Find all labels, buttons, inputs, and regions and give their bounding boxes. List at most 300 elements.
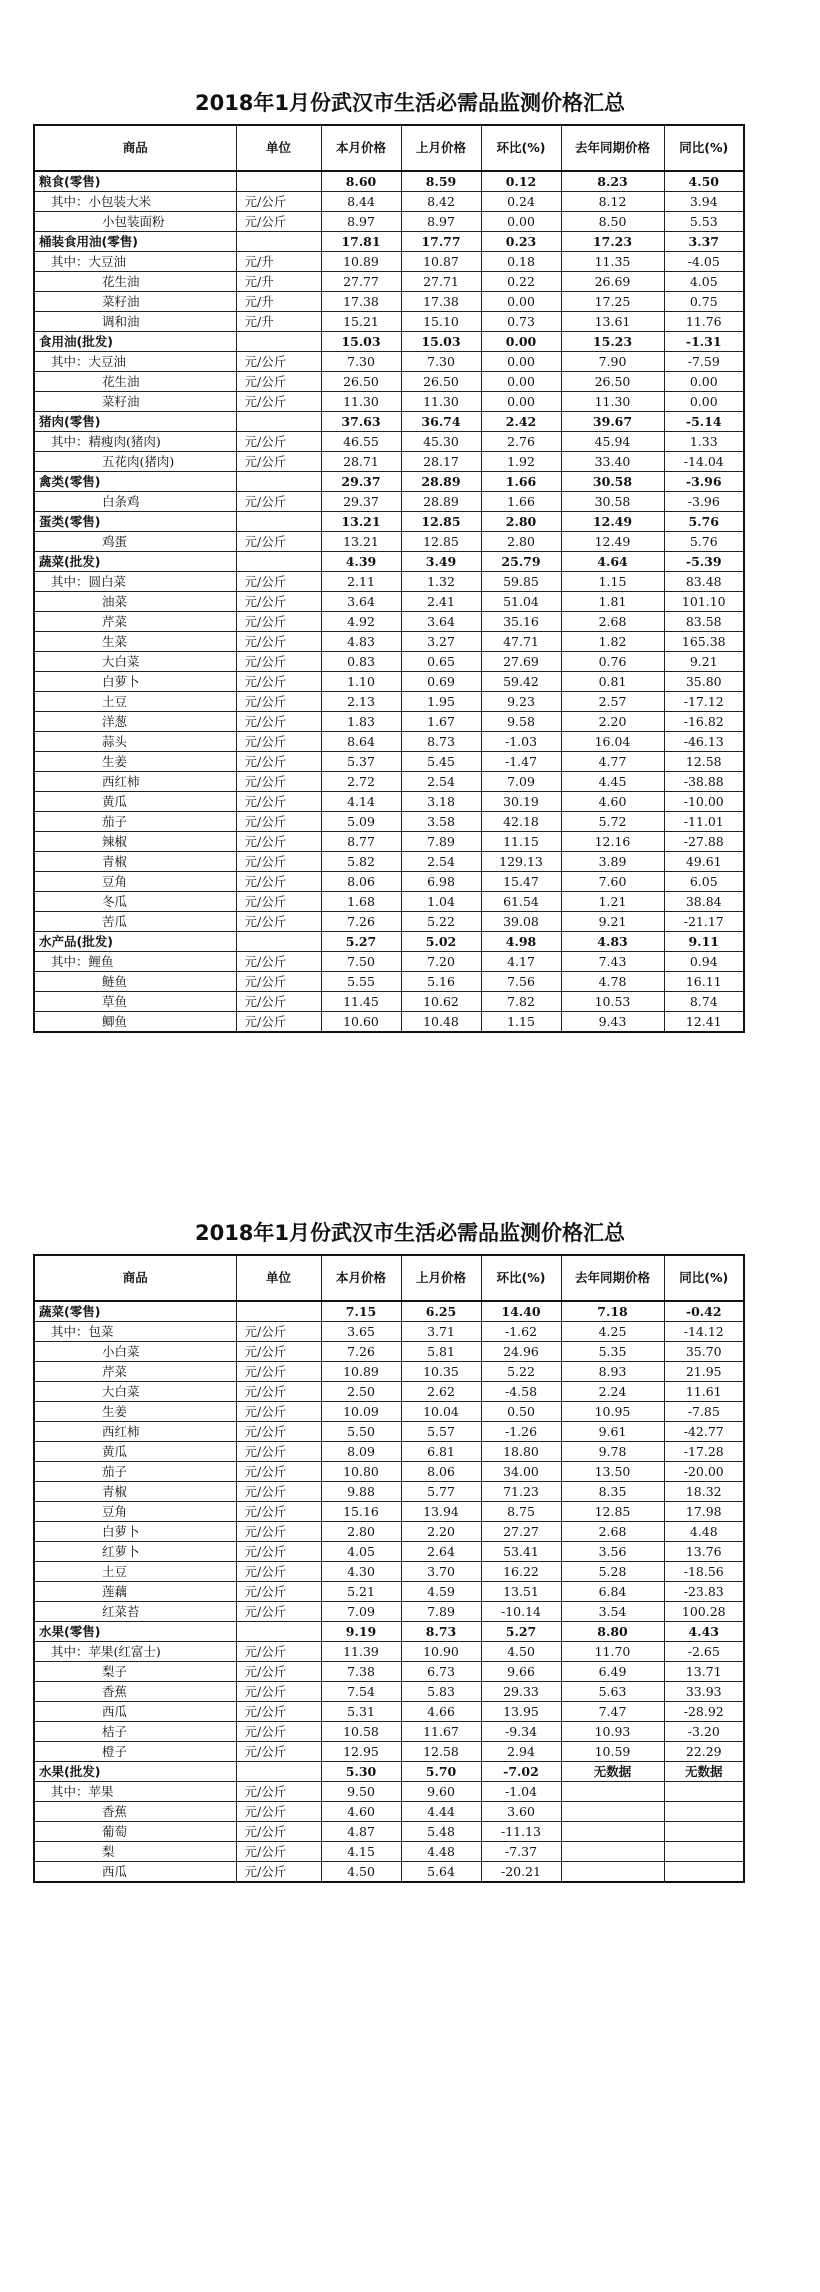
item-name: 花生油 <box>102 373 140 389</box>
item-name-cell <box>34 1502 236 1522</box>
item-name-cell <box>34 1582 236 1602</box>
unit-cell: 元/公斤 <box>236 892 321 912</box>
last-year-price-cell: 33.40 <box>561 452 664 472</box>
current-price-cell: 4.14 <box>321 792 401 812</box>
item-row <box>34 1742 744 1762</box>
unit-cell: 元/公斤 <box>236 212 321 232</box>
current-price-cell: 4.30 <box>321 1562 401 1582</box>
mom-cell: 2.80 <box>481 532 561 552</box>
yoy-cell: 8.74 <box>664 992 744 1012</box>
header-last-year-price: 去年同期价格 <box>561 125 664 171</box>
item-row <box>34 1342 744 1362</box>
mom-cell: -7.02 <box>481 1762 561 1782</box>
mom-cell: -1.62 <box>481 1322 561 1342</box>
mom-cell: 13.95 <box>481 1702 561 1722</box>
item-name: 食用油(批发) <box>39 333 113 349</box>
last-year-price-cell: 39.67 <box>561 412 664 432</box>
last-month-price-cell: 1.67 <box>401 712 481 732</box>
last-month-price-cell: 4.48 <box>401 1842 481 1862</box>
yoy-cell: -27.88 <box>664 832 744 852</box>
last-month-price-cell: 2.41 <box>401 592 481 612</box>
header-mom: 环比(%) <box>481 1255 561 1301</box>
mom-cell: -1.03 <box>481 732 561 752</box>
price-table-2 <box>33 1254 745 1883</box>
unit-cell: 元/升 <box>236 272 321 292</box>
item-name-cell <box>34 972 236 992</box>
unit-cell: 元/公斤 <box>236 572 321 592</box>
last-year-price-cell: 2.57 <box>561 692 664 712</box>
unit-cell: 元/公斤 <box>236 1602 321 1622</box>
yoy-cell: -21.17 <box>664 912 744 932</box>
prefix-label: 其中： <box>51 253 89 269</box>
last-year-price-cell: 10.59 <box>561 1742 664 1762</box>
last-year-price-cell: 15.23 <box>561 332 664 352</box>
yoy-cell: 4.48 <box>664 1522 744 1542</box>
item-name-cell <box>34 312 236 332</box>
prefix-label: 其中： <box>51 953 89 969</box>
current-price-cell: 17.38 <box>321 292 401 312</box>
last-year-price-cell: 8.50 <box>561 212 664 232</box>
last-year-price-cell: 9.43 <box>561 1012 664 1033</box>
unit-cell: 元/升 <box>236 312 321 332</box>
item-name-cell <box>34 1842 236 1862</box>
last-year-price-cell: 4.64 <box>561 552 664 572</box>
item-row <box>34 452 744 472</box>
mom-cell: 0.00 <box>481 332 561 352</box>
last-year-price-cell: 4.25 <box>561 1322 664 1342</box>
category-name-cell <box>34 332 236 352</box>
last-year-price-cell: 1.15 <box>561 572 664 592</box>
category-row <box>34 232 744 252</box>
item-name-cell <box>34 252 236 272</box>
current-price-cell: 8.09 <box>321 1442 401 1462</box>
yoy-cell: 83.48 <box>664 572 744 592</box>
unit-cell: 元/公斤 <box>236 1722 321 1742</box>
current-price-cell: 5.37 <box>321 752 401 772</box>
current-price-cell: 15.21 <box>321 312 401 332</box>
unit-cell: 元/公斤 <box>236 1682 321 1702</box>
unit-cell: 元/公斤 <box>236 1502 321 1522</box>
item-row <box>34 692 744 712</box>
unit-cell: 元/公斤 <box>236 452 321 472</box>
yoy-cell: 35.70 <box>664 1342 744 1362</box>
item-row <box>34 612 744 632</box>
item-row <box>34 1322 744 1342</box>
item-name: 蛋类(零售) <box>39 513 101 529</box>
current-price-cell: 5.82 <box>321 852 401 872</box>
unit-cell: 元/公斤 <box>236 772 321 792</box>
category-name-cell <box>34 171 236 192</box>
category-name-cell <box>34 932 236 952</box>
item-name: 梨子 <box>102 1663 128 1679</box>
unit-cell: 元/公斤 <box>236 1802 321 1822</box>
item-name-cell <box>34 792 236 812</box>
item-name-cell <box>34 1782 236 1802</box>
item-row <box>34 352 744 372</box>
last-year-price-cell: 10.53 <box>561 992 664 1012</box>
current-price-cell: 8.64 <box>321 732 401 752</box>
item-row <box>34 972 744 992</box>
current-price-cell: 5.21 <box>321 1582 401 1602</box>
mom-cell: 4.17 <box>481 952 561 972</box>
item-name: 精瘦肉(猪肉) <box>88 433 161 449</box>
current-price-cell: 4.92 <box>321 612 401 632</box>
last-month-price-cell: 17.38 <box>401 292 481 312</box>
item-name: 鲢鱼 <box>102 973 128 989</box>
current-price-cell: 13.21 <box>321 532 401 552</box>
current-price-cell: 11.45 <box>321 992 401 1012</box>
item-row <box>34 1582 744 1602</box>
item-name: 花生油 <box>102 273 140 289</box>
item-name: 猪肉(零售) <box>39 413 101 429</box>
mom-cell: -10.14 <box>481 1602 561 1622</box>
category-row <box>34 1762 744 1782</box>
item-name-cell <box>34 1742 236 1762</box>
yoy-cell: -46.13 <box>664 732 744 752</box>
item-row <box>34 1822 744 1842</box>
mom-cell: 9.66 <box>481 1662 561 1682</box>
last-year-price-cell: 0.76 <box>561 652 664 672</box>
category-name-cell <box>34 1762 236 1782</box>
yoy-cell: 9.11 <box>664 932 744 952</box>
last-year-price-cell: 13.61 <box>561 312 664 332</box>
item-row <box>34 1012 744 1033</box>
yoy-cell: 5.76 <box>664 532 744 552</box>
item-row <box>34 1462 744 1482</box>
mom-cell: 0.50 <box>481 1402 561 1422</box>
mom-cell: 18.80 <box>481 1442 561 1462</box>
item-name: 大白菜 <box>102 653 140 669</box>
mom-cell: -1.47 <box>481 752 561 772</box>
mom-cell: 7.82 <box>481 992 561 1012</box>
last-month-price-cell: 5.70 <box>401 1762 481 1782</box>
mom-cell: 3.60 <box>481 1802 561 1822</box>
last-year-price-cell: 7.47 <box>561 1702 664 1722</box>
item-row <box>34 872 744 892</box>
last-year-price-cell: 30.58 <box>561 472 664 492</box>
last-year-price-cell: 26.50 <box>561 372 664 392</box>
last-year-price-cell: 8.80 <box>561 1622 664 1642</box>
last-month-price-cell: 5.48 <box>401 1822 481 1842</box>
item-name-cell <box>34 652 236 672</box>
last-month-price-cell: 3.18 <box>401 792 481 812</box>
last-month-price-cell: 2.20 <box>401 1522 481 1542</box>
yoy-cell: -0.42 <box>664 1301 744 1322</box>
mom-cell: 8.75 <box>481 1502 561 1522</box>
current-price-cell: 3.65 <box>321 1322 401 1342</box>
item-row <box>34 272 744 292</box>
last-year-price-cell: 10.95 <box>561 1402 664 1422</box>
item-row <box>34 572 744 592</box>
mom-cell: 2.42 <box>481 412 561 432</box>
item-row <box>34 252 744 272</box>
yoy-cell: 13.76 <box>664 1542 744 1562</box>
last-month-price-cell: 2.54 <box>401 772 481 792</box>
item-name: 粮食(零售) <box>39 173 101 189</box>
item-name: 苦瓜 <box>102 913 128 929</box>
mom-cell: 34.00 <box>481 1462 561 1482</box>
unit-cell: 元/公斤 <box>236 672 321 692</box>
last-month-price-cell: 3.71 <box>401 1322 481 1342</box>
current-price-cell: 15.16 <box>321 1502 401 1522</box>
mom-cell: 4.98 <box>481 932 561 952</box>
last-year-price-cell: 1.21 <box>561 892 664 912</box>
yoy-cell: 5.53 <box>664 212 744 232</box>
unit-cell: 元/公斤 <box>236 1842 321 1862</box>
last-year-price-cell: 4.77 <box>561 752 664 772</box>
item-name: 梨 <box>102 1843 115 1859</box>
item-row <box>34 1382 744 1402</box>
item-name-cell <box>34 872 236 892</box>
last-month-price-cell: 5.64 <box>401 1862 481 1883</box>
current-price-cell: 7.09 <box>321 1602 401 1622</box>
last-month-price-cell: 28.89 <box>401 492 481 512</box>
last-year-price-cell: 30.58 <box>561 492 664 512</box>
header-unit: 单位 <box>236 1255 321 1301</box>
current-price-cell: 26.50 <box>321 372 401 392</box>
item-name: 五花肉(猪肉) <box>102 453 175 469</box>
last-month-price-cell: 6.81 <box>401 1442 481 1462</box>
item-name: 鲤鱼 <box>88 953 114 969</box>
last-year-price-cell: 10.93 <box>561 1722 664 1742</box>
current-price-cell: 9.50 <box>321 1782 401 1802</box>
item-row <box>34 672 744 692</box>
mom-cell: 129.13 <box>481 852 561 872</box>
item-name: 大白菜 <box>102 1383 140 1399</box>
last-year-price-cell: 9.78 <box>561 1442 664 1462</box>
item-name: 大豆油 <box>88 253 127 269</box>
item-name: 白条鸡 <box>102 493 140 509</box>
last-year-price-cell: 8.23 <box>561 171 664 192</box>
current-price-cell: 13.21 <box>321 512 401 532</box>
item-row <box>34 1482 744 1502</box>
yoy-cell: -38.88 <box>664 772 744 792</box>
last-month-price-cell: 8.59 <box>401 171 481 192</box>
current-price-cell: 1.10 <box>321 672 401 692</box>
item-name-cell <box>34 1662 236 1682</box>
item-row <box>34 292 744 312</box>
sheet-1 <box>0 88 820 1029</box>
item-name-cell <box>34 772 236 792</box>
prefix-label: 其中： <box>51 1643 89 1659</box>
item-name-cell <box>34 1562 236 1582</box>
last-month-price-cell: 9.60 <box>401 1782 481 1802</box>
item-name-cell <box>34 1382 236 1402</box>
mom-cell: 16.22 <box>481 1562 561 1582</box>
current-price-cell: 7.38 <box>321 1662 401 1682</box>
last-month-price-cell: 10.35 <box>401 1362 481 1382</box>
current-price-cell: 5.31 <box>321 1702 401 1722</box>
yoy-cell: -3.96 <box>664 472 744 492</box>
item-name-cell <box>34 492 236 512</box>
last-year-price-cell: 5.72 <box>561 812 664 832</box>
item-name: 西红柿 <box>102 773 140 789</box>
unit-cell <box>236 552 321 572</box>
last-month-price-cell: 5.02 <box>401 932 481 952</box>
item-name: 菜籽油 <box>102 293 140 309</box>
category-name-cell <box>34 1622 236 1642</box>
unit-cell: 元/公斤 <box>236 1012 321 1033</box>
item-name: 洋葱 <box>102 713 128 729</box>
category-name-cell <box>34 512 236 532</box>
current-price-cell: 8.06 <box>321 872 401 892</box>
yoy-cell: 33.93 <box>664 1682 744 1702</box>
item-name: 小白菜 <box>102 1343 140 1359</box>
item-name-cell <box>34 1362 236 1382</box>
yoy-cell: -2.65 <box>664 1642 744 1662</box>
item-name-cell <box>34 1402 236 1422</box>
unit-cell: 元/公斤 <box>236 432 321 452</box>
item-name: 茄子 <box>102 813 128 829</box>
item-row <box>34 532 744 552</box>
item-name: 生姜 <box>102 1403 128 1419</box>
yoy-cell: -3.20 <box>664 1722 744 1742</box>
item-name-cell <box>34 1602 236 1622</box>
yoy-cell: -1.31 <box>664 332 744 352</box>
yoy-cell: -11.01 <box>664 812 744 832</box>
last-year-price-cell: 8.12 <box>561 192 664 212</box>
item-name: 鸡蛋 <box>102 533 128 549</box>
unit-cell: 元/公斤 <box>236 392 321 412</box>
unit-cell: 元/公斤 <box>236 852 321 872</box>
mom-cell: 25.79 <box>481 552 561 572</box>
yoy-cell: 9.21 <box>664 652 744 672</box>
item-name: 水果(零售) <box>39 1623 101 1639</box>
last-month-price-cell: 3.58 <box>401 812 481 832</box>
last-year-price-cell: 12.16 <box>561 832 664 852</box>
yoy-cell: -5.39 <box>664 552 744 572</box>
item-row <box>34 492 744 512</box>
item-name: 蔬菜(批发) <box>39 553 101 569</box>
mom-cell: 4.50 <box>481 1642 561 1662</box>
unit-cell: 元/公斤 <box>236 952 321 972</box>
table-body <box>34 1301 744 1882</box>
unit-cell: 元/公斤 <box>236 832 321 852</box>
item-name-cell <box>34 1422 236 1442</box>
yoy-cell: -16.82 <box>664 712 744 732</box>
item-name-cell <box>34 1542 236 1562</box>
current-price-cell: 2.11 <box>321 572 401 592</box>
yoy-cell: 12.41 <box>664 1012 744 1033</box>
unit-cell: 元/公斤 <box>236 492 321 512</box>
item-name-cell <box>34 752 236 772</box>
last-month-price-cell: 7.89 <box>401 832 481 852</box>
item-row <box>34 192 744 212</box>
current-price-cell: 11.39 <box>321 1642 401 1662</box>
item-name: 青椒 <box>102 853 128 869</box>
last-year-price-cell: 2.68 <box>561 612 664 632</box>
last-month-price-cell: 12.85 <box>401 532 481 552</box>
last-year-price-cell: 17.25 <box>561 292 664 312</box>
prefix-label: 其中： <box>51 433 89 449</box>
mom-cell: 0.00 <box>481 292 561 312</box>
last-year-price-cell: 11.70 <box>561 1642 664 1662</box>
current-price-cell: 10.60 <box>321 1012 401 1033</box>
item-row <box>34 1562 744 1582</box>
item-name: 橙子 <box>102 1743 128 1759</box>
current-price-cell: 4.87 <box>321 1822 401 1842</box>
item-name: 蔬菜(零售) <box>39 1303 101 1319</box>
last-year-price-cell: 5.28 <box>561 1562 664 1582</box>
last-month-price-cell: 28.89 <box>401 472 481 492</box>
last-month-price-cell: 3.64 <box>401 612 481 632</box>
current-price-cell: 29.37 <box>321 492 401 512</box>
mom-cell: 0.73 <box>481 312 561 332</box>
item-row <box>34 1502 744 1522</box>
item-name: 黄瓜 <box>102 793 128 809</box>
unit-cell: 元/公斤 <box>236 812 321 832</box>
yoy-cell <box>664 1802 744 1822</box>
current-price-cell: 8.60 <box>321 171 401 192</box>
item-row <box>34 592 744 612</box>
yoy-cell: 101.10 <box>664 592 744 612</box>
item-name-cell <box>34 672 236 692</box>
mom-cell: 0.22 <box>481 272 561 292</box>
item-row <box>34 732 744 752</box>
yoy-cell: 3.37 <box>664 232 744 252</box>
last-month-price-cell: 5.83 <box>401 1682 481 1702</box>
item-name: 蒜头 <box>102 733 128 749</box>
last-month-price-cell: 11.30 <box>401 392 481 412</box>
item-row <box>34 1542 744 1562</box>
unit-cell: 元/公斤 <box>236 912 321 932</box>
header-last-month-price: 上月价格 <box>401 1255 481 1301</box>
item-name-cell <box>34 1702 236 1722</box>
mom-cell: 42.18 <box>481 812 561 832</box>
current-price-cell: 4.05 <box>321 1542 401 1562</box>
last-month-price-cell: 8.73 <box>401 1622 481 1642</box>
item-row <box>34 1782 744 1802</box>
item-name: 葡萄 <box>102 1823 128 1839</box>
item-row <box>34 992 744 1012</box>
mom-cell: 13.51 <box>481 1582 561 1602</box>
yoy-cell: -42.77 <box>664 1422 744 1442</box>
unit-cell: 元/升 <box>236 252 321 272</box>
last-month-price-cell: 8.42 <box>401 192 481 212</box>
unit-cell <box>236 412 321 432</box>
current-price-cell: 8.77 <box>321 832 401 852</box>
last-month-price-cell: 0.69 <box>401 672 481 692</box>
current-price-cell: 3.64 <box>321 592 401 612</box>
last-month-price-cell: 12.58 <box>401 1742 481 1762</box>
unit-cell <box>236 1762 321 1782</box>
item-name-cell <box>34 1722 236 1742</box>
last-year-price-cell: 45.94 <box>561 432 664 452</box>
last-year-price-cell: 13.50 <box>561 1462 664 1482</box>
item-row <box>34 312 744 332</box>
item-row <box>34 432 744 452</box>
current-price-cell: 8.97 <box>321 212 401 232</box>
last-year-price-cell <box>561 1782 664 1802</box>
item-name: 生姜 <box>102 753 128 769</box>
last-month-price-cell: 10.90 <box>401 1642 481 1662</box>
current-price-cell: 2.13 <box>321 692 401 712</box>
item-name-cell <box>34 852 236 872</box>
yoy-cell: -3.96 <box>664 492 744 512</box>
yoy-cell <box>664 1842 744 1862</box>
yoy-cell: 83.58 <box>664 612 744 632</box>
mom-cell: 0.00 <box>481 392 561 412</box>
item-row <box>34 772 744 792</box>
category-row <box>34 412 744 432</box>
item-name-cell <box>34 952 236 972</box>
item-name-cell <box>34 1862 236 1883</box>
last-year-price-cell: 2.20 <box>561 712 664 732</box>
yoy-cell: -18.56 <box>664 1562 744 1582</box>
mom-cell: 24.96 <box>481 1342 561 1362</box>
mom-cell: 5.27 <box>481 1622 561 1642</box>
yoy-cell: 17.98 <box>664 1502 744 1522</box>
